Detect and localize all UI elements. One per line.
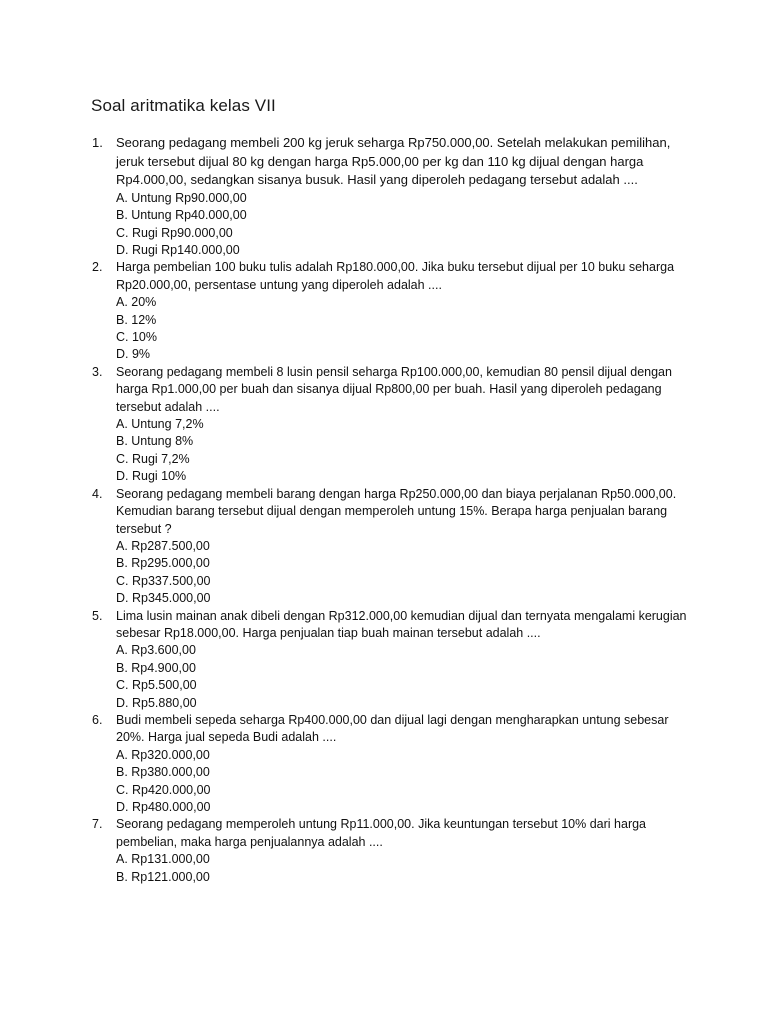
answer-option-c: C. Rugi 7,2% xyxy=(116,451,190,466)
answer-options xyxy=(116,190,692,260)
answer-option-c: C. Rp420.000,00 xyxy=(116,782,211,797)
question-text: Seorang pedagang membeli barang dengan harga Rp250.000,00 dan biaya perjalanan Rp50.000,00. Kemudian barang tersebut dijual dengan memperoleh untung 15%. Berapa harga penjualan barang tersebut ? xyxy=(116,486,677,536)
answer-option-c: C. Rp5.500,00 xyxy=(116,678,197,693)
answer-option-d: D. 9% xyxy=(116,347,151,362)
answer-option-b: B. 12% xyxy=(116,312,157,327)
answer-option-d: D. Rp345.000,00 xyxy=(116,591,211,606)
answer-option-d: D. Rp480.000,00 xyxy=(116,800,211,814)
question-text: Seorang pedagang memperoleh untung Rp11.000,00. Jika keuntungan tersebut 10% dari harga pembelian, maka harga penjualannya adalah .... xyxy=(116,817,647,849)
question-number: 2. xyxy=(92,260,103,275)
answer-option-c: C. Rp337.500,00 xyxy=(116,573,211,588)
document-title: Soal aritmatika kelas VII xyxy=(91,96,276,115)
answer-option-a: A. 20% xyxy=(116,295,157,310)
question-number: 7. xyxy=(92,817,103,832)
question-text: Harga pembelian 100 buku tulis adalah Rp180.000,00. Jika buku tersebut dijual per 10 buku seharga Rp20.000,00, persentase untung yang diperoleh adalah .... xyxy=(116,260,675,292)
question-list xyxy=(92,134,692,886)
question-body xyxy=(116,712,692,816)
question-5 xyxy=(92,608,692,712)
answer-option-c: C. Rugi Rp90.000,00 xyxy=(116,225,233,240)
question-body xyxy=(116,134,692,259)
answer-option-b: B. Untung Rp40.000,00 xyxy=(116,208,247,223)
answer-options xyxy=(116,747,692,817)
question-7 xyxy=(92,816,692,886)
question-number: 6. xyxy=(92,712,103,727)
answer-options xyxy=(116,416,692,486)
question-number: 3. xyxy=(92,364,103,379)
question-body xyxy=(116,259,692,363)
question-body xyxy=(116,816,692,886)
answer-options xyxy=(116,538,692,608)
question-text: Lima lusin mainan anak dibeli dengan Rp312.000,00 kemudian dijual dan ternyata mengalami kerugian sebesar Rp18.000,00. Harga penjualan tiap buah mainan tersebut adalah .... xyxy=(116,608,687,640)
question-4 xyxy=(92,486,692,608)
answer-option-d: D. Rugi Rp140.000,00 xyxy=(116,243,240,257)
question-number: 1. xyxy=(92,135,103,150)
answer-option-c: C. 10% xyxy=(116,330,157,345)
question-body xyxy=(116,364,692,486)
answer-option-b: B. Untung 8% xyxy=(116,434,194,449)
answer-option-a: A. Rp131.000,00 xyxy=(116,852,210,867)
question-number: 5. xyxy=(92,608,103,623)
answer-option-d: D. Rp5.880,00 xyxy=(116,695,197,710)
answer-option-a: A. Rp3.600,00 xyxy=(116,643,196,658)
question-6 xyxy=(92,712,692,816)
question-2 xyxy=(92,259,692,363)
answer-options xyxy=(116,642,692,712)
answer-option-b: B. Rp121.000,00 xyxy=(116,869,210,884)
answer-option-a: A. Untung Rp90.000,00 xyxy=(116,190,247,205)
answer-option-b: B. Rp380.000,00 xyxy=(116,765,210,780)
question-number: 4. xyxy=(92,486,103,501)
answer-option-b: B. Rp295.000,00 xyxy=(116,556,210,571)
answer-options xyxy=(116,851,692,886)
answer-option-a: A. Rp287.500,00 xyxy=(116,538,210,553)
question-text: Seorang pedagang membeli 8 lusin pensil seharga Rp100.000,00, kemudian 80 pensil dijual dengan harga Rp1.000,00 per buah dan sisanya dijual Rp800,00 per buah. Hasil yang diperoleh pedagang tersebut adalah .... xyxy=(116,364,672,414)
question-body xyxy=(116,486,692,608)
question-text: Budi membeli sepeda seharga Rp400.000,00 dan dijual lagi dengan mengharapkan untung sebesar 20%. Harga jual sepeda Budi adalah .... xyxy=(116,712,669,745)
question-1 xyxy=(92,134,692,259)
answer-options xyxy=(116,294,692,364)
answer-option-d: D. Rugi 10% xyxy=(116,469,187,484)
question-3 xyxy=(92,364,692,486)
answer-option-b: B. Rp4.900,00 xyxy=(116,660,196,675)
answer-option-a: A. Untung 7,2% xyxy=(116,417,204,432)
question-text: Seorang pedagang membeli 200 kg jeruk seharga Rp750.000,00. Setelah melakukan pemilihan, jeruk tersebut dijual 80 kg dengan harga Rp5.000,00 per kg dan 110 kg dijual dengan harga Rp4.000,00, sedangkan sisanya busuk. Hasil yang diperoleh pedagang tersebut adalah .... xyxy=(116,135,671,188)
answer-option-a: A. Rp320.000,00 xyxy=(116,747,210,762)
question-body xyxy=(116,608,692,712)
